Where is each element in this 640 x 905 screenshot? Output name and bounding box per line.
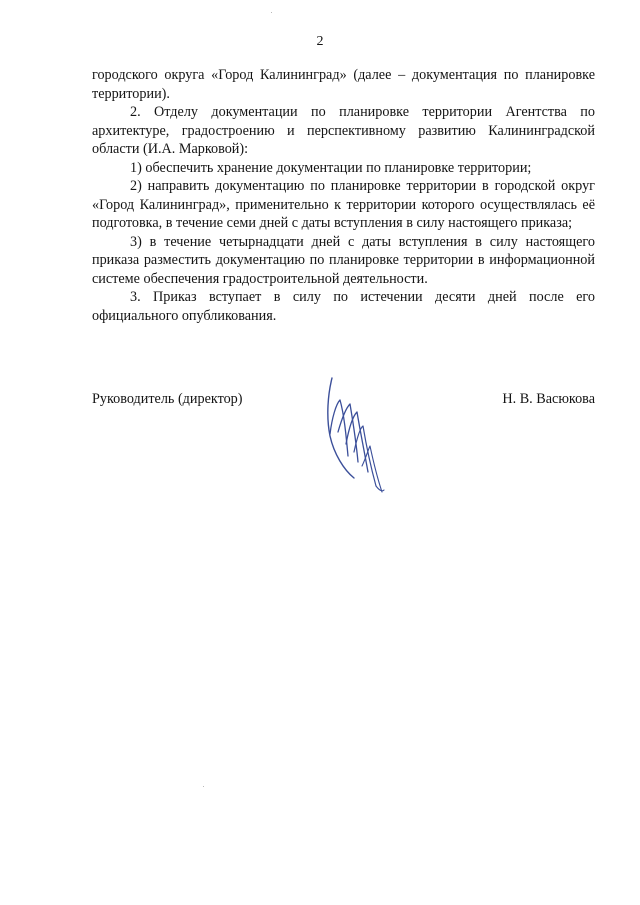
paragraph-item-2: 2. Отделу документации по планировке территории Агентства по архитектуре, градостроению и перспективному развитию Калининградской области (И.А. Марковой): [92,104,595,157]
paragraph-continuation: городского округа «Город Калининград» (далее – документация по планировке территории). [92,67,595,102]
scan-speck [203,786,204,787]
paragraph-item-3: 3. Приказ вступает в силу по истечении десяти дней после его официального опубликования. [92,289,595,324]
signer-title: Руководитель (директор) [92,391,243,407]
paragraph-subitem-2: 2) направить документацию по планировке территории в городской округ «Город Калининград», применительно к территории которого осуществлялась её подготовка, в течение семи дней с даты вступления в силу настоящего приказа; [92,178,595,231]
paragraph-subitem-3: 3) в течение четырнадцати дней с даты вступления в силу настоящего приказа разместить документацию по планировке территории в информационной системе обеспечения градостроительной деятельности. [92,233,595,287]
page-number: 2 [316,34,324,49]
paragraph-subitem-1: 1) обеспечить хранение документации по планировке территории; [130,159,532,176]
signer-name: Н. В. Васюкова [502,391,595,407]
scan-speck [271,12,272,13]
handwritten-signature [318,374,390,496]
document-body [92,66,595,325]
